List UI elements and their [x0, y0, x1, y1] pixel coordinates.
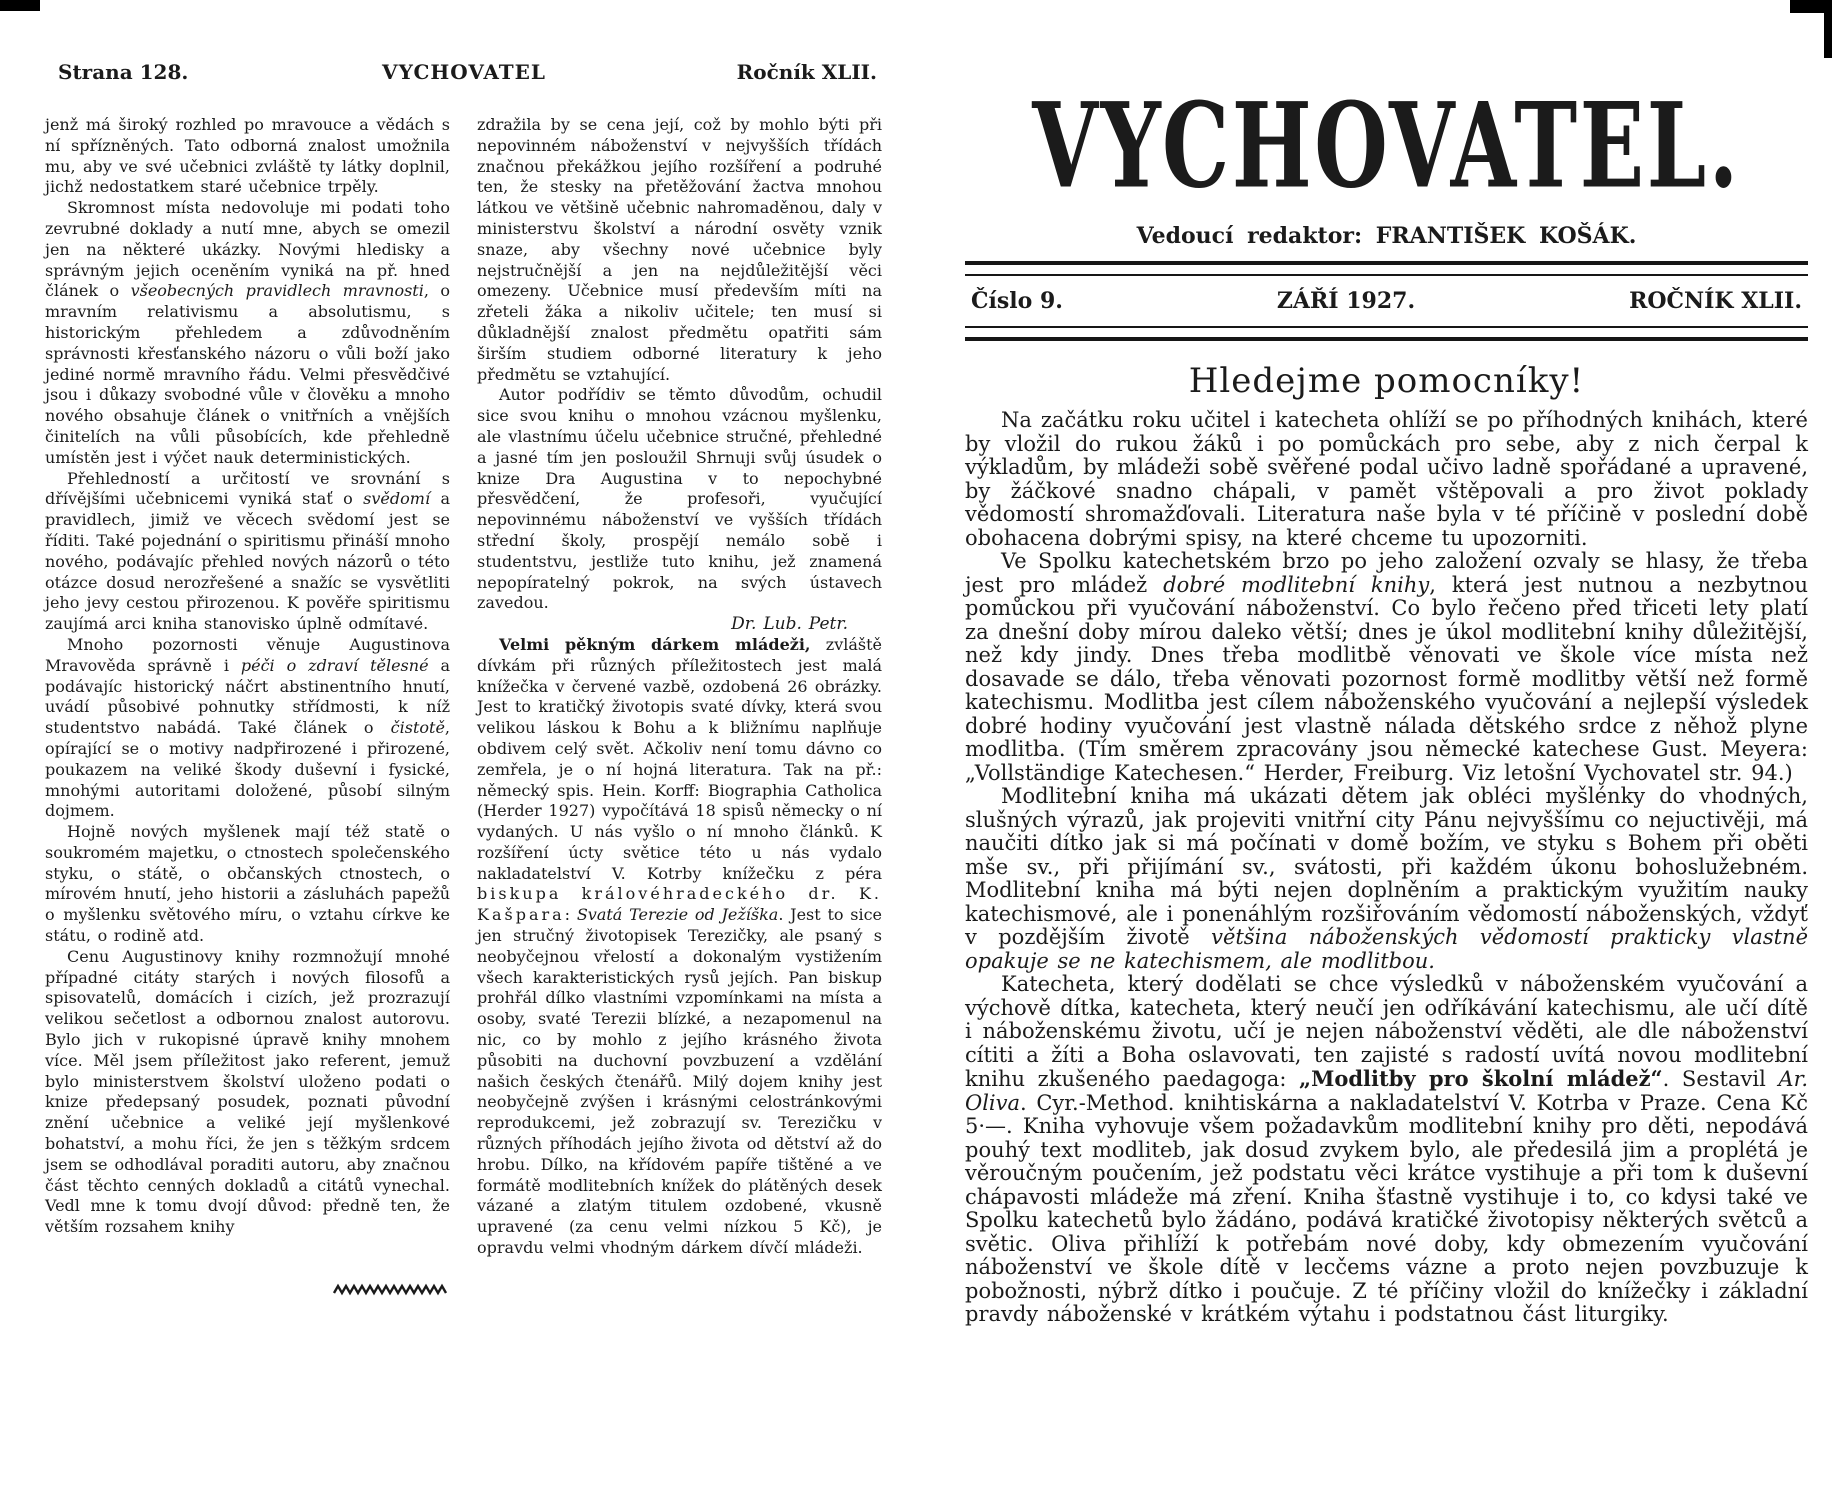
paragraph: Velmi pěkným dárkem mládeži, zvláště dívkám při různých příležitostech jest malá knížečka v červené vazbě, ozdobená 26 obrázky. Jest to kratičký životopis svaté dívky, která svou velikou láskou k Bohu a k bližnímu naplňuje obdivem celý svět. Ačkoliv není tomu dávno co zemřela, je o ní hojná literatura. Tak na př.: německý spis. Hein. Korff: Biographia Catholica (Herder 1927) vypočítává 18 spisů německy o ní vydaných. U nás vyšlo o ní mnoho článků. K rozšíření úcty světice této u nás vydalo nakladatelství V. Kotrby knížečku z péra biskupa královéhradeckého dr. K. Kašpara: Svatá Terezie od Ježíška. Jest to sice jen stručný životopisek Terezičky, ale psaný s neobyčejnou vřelostí a dokonalým vystižením všech karakteristických rysů jejích. Pan biskup prohřál dílko vlastními vzpomínkami na místa a osoby, svaté Terezii blízké, a nezapomenul na nic, co by mohlo z jejího krásného života působiti na duchovní povzbuzení a vzdělání našich českých čtenářů. Milý dojem knihy jest neobyčejně zvýšen i krásnými celostránkovými reprodukcemi, jež zobrazují sv. Terezičku v různých příhodách jejího života od dětství až do hrobu. Dílko, na křídovém papíře tištěné a ve formátě modlitebních knížek do plátěných desek vázané a zlatým titulem ozdobené, vkusně upravené (za cenu velmi nízkou 5 Kč), je opravdu velmi vhodným dárkem dívčí mládeži. [477, 634, 883, 1258]
paragraph: Skromnost místa nedovoluje mi podati toho zevrubné doklady a nutí mne, abych se omezil jen na některé ukázky. Novými hledisky a správným jejich oceněním vyniká na př. hned článek o všeobecných pravidlech mravnosti, o mravním relativismu a absolutismu, s historickým přehledem a zdůvodněním správnosti křesťanského názoru o vůli boží jako jediné normě mravního řádu. Velmi přesvědčivé jsou i důkazy svobodné vůle v člověku a mnoho nového obsahuje článek o vnitřních a vnějších činitelích na vůli působících, kde přehledně umístěn jest i výčet nauk deterministických. [45, 198, 450, 467]
left-page [45, 60, 883, 1259]
paragraph: Ve Spolku katechetském brzo po jeho založení ozvaly se hlasy, že třeba jest pro mládež dobré modlitební knihy, která jest nutnou a nezbytnou pomůckou při vyučování náboženství. Co bylo řečeno před třiceti lety platí za dnešní doby mírou daleko větší; dnes je úkol modlitební knihy důležitější, než kdy jindy. Dnes třeba modlitbě věnovati ve škole více místa než dosavade se dálo, třeba věnovati pozornost formě modlitby větší než formě katechismu. Modlitba jest cílem náboženského vyučování a nejlepší výsledek dobré hodiny vyučování jest vlastně nálada dětského srdce z něhož plyne modlitba. (Tím směrem zpracovány jsou německé katechese Gust. Meyera: „Vollständige Katechesen.“ Herder, Freiburg. Viz letošní Vychovatel str. 94.) [965, 549, 1809, 785]
text-column-1 [45, 115, 450, 1259]
author-signature: Dr. Lub. Petr. [731, 614, 848, 635]
header-rules-bottom [965, 326, 1808, 341]
issue-date: ZÁŘÍ 1927. [1276, 288, 1416, 314]
scan-artifact-right-edge [1824, 0, 1832, 58]
masthead [965, 76, 1808, 215]
thick-rule [965, 337, 1808, 341]
article-title: Hledejme pomocníky! [1188, 361, 1585, 401]
thick-rule [965, 261, 1808, 265]
two-column-text [45, 115, 883, 1259]
issue-number: Číslo 9. [971, 288, 1063, 314]
masthead-title: VYCHOVATEL. [1032, 76, 1741, 215]
paragraph: jenž má široký rozhled po mravouce a vědách s ní spřízněných. Tato odborná znalost umožnila mu, aby ve své učebnici zvláště ty látky doplnil, jichž nedostatkem staré učebnice trpěly. [45, 115, 450, 197]
editor-label: Vedoucí redaktor: [1136, 223, 1363, 249]
left-page-header [45, 60, 883, 88]
editor-name: FRANTIŠEK KOŠÁK. [1375, 223, 1637, 249]
volume-label: Ročník XLII. [736, 60, 877, 84]
article-body [965, 409, 1808, 1327]
issue-info-row [965, 276, 1808, 324]
paragraph: Katecheta, který dodělati se chce výsledků v náboženském vyučování a výchově dítka, katecheta, který neučí jen odříkávání katechismu, ale učí dítě i náboženskému životu, učí je nejen náboženství věděti, ale dle náboženství cítiti a žíti a Boha oslavovati, ten zajisté s radostí uvítá novou modlitební knihu zkušeného paedagoga: „Modlitby pro školní mládež“. Sestavil Ar. Oliva. Cyr.-Method. knihtiskárna a nakladatelství V. Kotrba v Praze. Cena Kč 5·—. Kniha vyhovuje všem požadavkům modlitební knihy pro děti, nepodává pouhý text modliteb, jak dosud zvykem bylo, ale předesilá jim a proplétá je věroučným poučením, jež podstatu věci krátce vystihuje a při tom k duševní chápavosti mládeže má zření. Kniha šťastně vystihuje i to, co kdysi také ve Spolku katechetů bylo žádáno, podává kratičké životopisy některých světců a světic. Oliva přihlíží k potřebám nové doby, kdy obmezením vyučování náboženství ve škole dítě v lecčems vázne a proto nejen povzbuzuje k pobožnosti, nýbrž dítko i poučuje. Z té příčiny vložil do knížečky i základní pravdy náboženské v krátkém výtahu i podstatnou část liturgiky. [965, 972, 1808, 1326]
thin-rule [965, 326, 1808, 328]
paragraph: Modlitební kniha má ukázati dětem jak obléci myšlénky do vhodných, slušných výrazů, jak projeviti vnitřní city Pánu nejvyššímu co nejuctivěji, má naučiti dítko jak si má počínati v domě božím, ve styku s Bohem při oběti mše sv., při přijímání sv., svátosti, při každém úkonu bohoslužebném. Modlitební kniha má býti nejen doplněním a praktickým využitím nauky katechismové, ale i ponenáhlým rozšiřováním vědomostí náboženských, vždyť v pozdějším životě většina náboženských vědomostí prakticky vlastně opakuje se ne katechismem, ale modlitbou. [965, 784, 1808, 973]
paragraph: Hojně nových myšlenek mají též statě o soukromém majetku, o ctnostech společenského styku, o státě, o občanských ctnostech, o mírovém hnutí, jeho historii a zásluhách papežů o myšlenku světového míru, o vztahu církve ke státu, o rodině atd. [45, 822, 450, 946]
header-rules-top [965, 261, 1808, 276]
paragraph: Autor podřídiv se těmto důvodům, ochudil sice svou knihu o mnohou vzácnou myšlenku, ale vlastnímu účelu učebnice stručné, přehledné a jasné tím jen posloužil Shrnuji svůj úsudek o knize Dra Augustina v to nepochybné přesvědčení, že profesoři, vyučující nepovinnému náboženství ve vyšších třídách střední školy, prospějí nemálo sobě i studentstvu, jestliže tuto knihu, jež znamená nepopíratelný pokrok, na svých ústavech zavedou. [477, 385, 882, 613]
end-of-article-squiggle-icon [332, 1283, 450, 1297]
paragraph: Na začátku roku učitel i katecheta ohlíží se po příhodných knihách, které by vložil do rukou žáků i po pomůckách pro sebe, aby z nich čerpal k výkladům, by mládeži sobě svěřené podal učivo ladně spořádané a upravené, by žáčkové snadno chápali, v pamět vštěpovali a pro život poklady vědomostí shromažďovali. Literatura naše byla v té příčině v poslední době obohacena dobrými spisy, na které chceme tu upozorniti. [965, 408, 1808, 550]
paragraph: Cenu Augustinovy knihy rozmnožují mnohé případné citáty starých i nových filosofů a spisovatelů, domácích i cizích, jež prozrazují velikou sečetlost a odbornou znalost autorovu. Bylo jich v rukopisné úpravě knihy mnohem více. Měl jsem příležitost jako referent, jemuž bylo ministerstvem školství uloženo podati o knize předepsaný posudek, poznati původní znění učebnice a veliké její myšlenkové bohatství, a mohu říci, že jen s těžkým srdcem jsem se odhodlával poraditi autoru, aby značnou část těchto cenných dokladů a citátů vynechal. Vedl mne k tomu dvojí důvod: předně ten, že větším rozsahem knihy [45, 946, 450, 1237]
running-title: VYCHOVATEL [382, 60, 546, 84]
editor-line [965, 223, 1808, 249]
paragraph: zdražila by se cena její, což by mohlo býti při nepovinném náboženství v nejvyšších třídách značnou překážkou jejího rozšíření a podruhé ten, že stesky na přetěžování žactva mnohou látkou ve většině učebnic nahromaděnou, daly v ministerstvu školství a národní osvěty vznik snaze, aby všechny nové učebnice byly nejstručnější a jen na nejdůležitější věci omezeny. Učebnice musí především míti na zřeteli žáka a nikoliv učitele; ten musí si důkladnější znalost předmětu opatřiti sám širším studiem odborné literatury k jeho předmětu se vztahující. [477, 115, 882, 384]
paragraph: Mnoho pozornosti věnuje Augustinova Mravověda správně i péči o zdraví tělesné a podávajíc historický náčrt abstinentního hnutí, uvádí působivé pohnutky střídmosti, k níž studentstvo nabádá. Také článek o čistotě, opírající se o motivy nadpřirozené i přirozené, poukazem na veliké škody duševní i fysické, mnohými autoritami doložené, působí silným dojmem. [45, 634, 451, 821]
page-number-label: Strana 128. [58, 60, 189, 84]
paragraph: Přehledností a určitostí ve srovnání s dřívějšími učebnicemi vyniká stať o svědomí a pravidlech, jimiž ve věcech svědomí jest se říditi. Také pojednání o spiritismu přináší mnoho nového, podávajíc přehled nových názorů o této otázce dosud nerozřešené a snažíc se vysvětliti jeho jevy cestou přirozenou. K pověře spiritismu zaujímá arci kniha stanovisko úplně odmítavé. [45, 468, 450, 634]
right-page [965, 40, 1808, 1327]
scan-artifact-top-left [0, 0, 40, 11]
issue-volume: ROČNÍK XLII. [1629, 288, 1802, 314]
text-column-2 [477, 115, 882, 1259]
